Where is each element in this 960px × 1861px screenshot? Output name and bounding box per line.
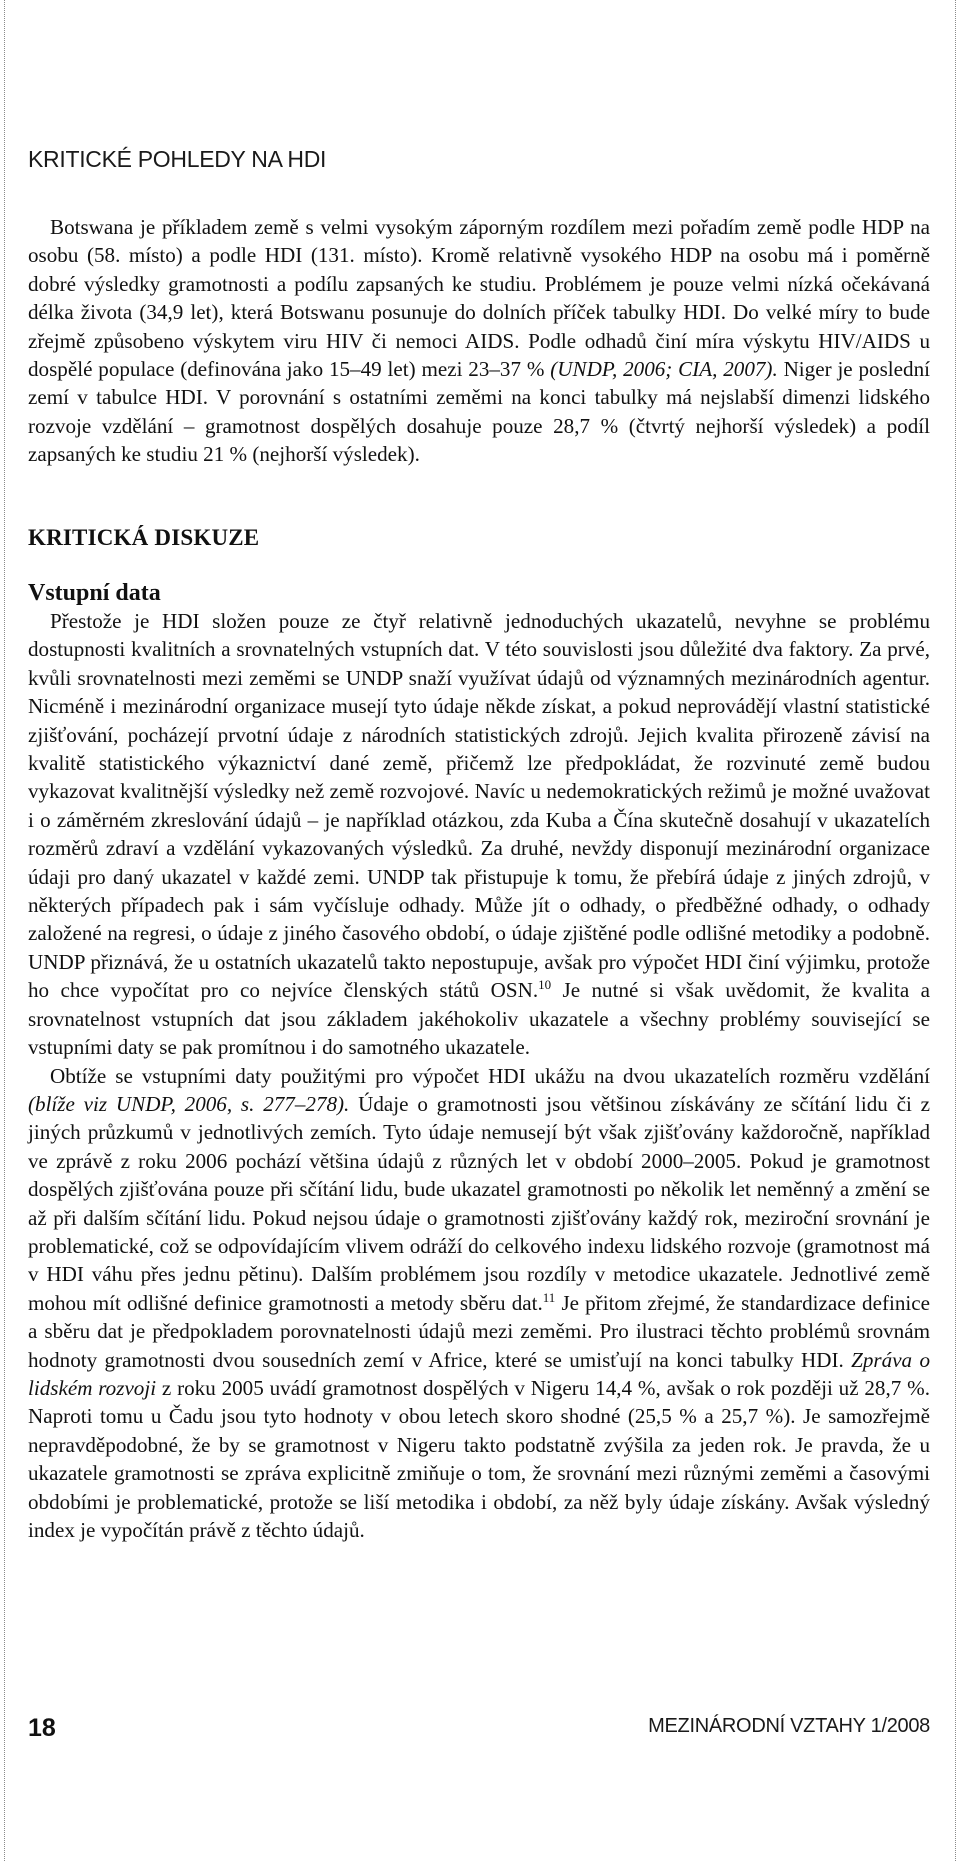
- intro-citation: (UNDP, 2006; CIA, 2007).: [550, 357, 778, 382]
- paragraph-1-text-end: Je nutné si však uvědomit, že kvalita a srovnatelnost vstupních dat jsou základem jakéhokoliv ukazatele a všechny problémy související se vstupními daty se pak promítnou i do samotného ukazatele.: [28, 978, 930, 1060]
- journal-name: MEZINÁRODNÍ VZTAHY 1/2008: [648, 1715, 930, 1737]
- paragraph-1-text: Přestože je HDI složen pouze ze čtyř relativně jednoduchých ukazatelů, nevyhne se problému dostupnosti kvalitních a srovnatelných vstupních dat. V této souvislosti jsou důležité dva faktory. Za prvé, kvůli srovnatelnosti mezi zeměmi se UNDP snaží využívat údajů od významných mezinárodních agentur. Nicméně i mezinárodní organizace musejí tyto údaje někde získat, a pokud neprovádějí vlastní statistické zjišťování, pocházejí prvotní údaje z národních statistických zdrojů. Jejich kvalita přirozeně závisí na kvalitě statistického výkaznictví dané země, přičemž lze předpokládat, že rozvinuté země budou vykazovat kvalitnější výsledky než země rozvojové. Navíc u nedemokratických režimů je možné uvažovat i o záměrném zkreslování údajů – je například otázkou, zda Kuba a Čína skutečně dosahují v ukazatelích rozměrů zdraví a vzdělání vykazovaných výsledků. Za druhé, nevždy disponují mezinárodní organizace údaji pro daný ukazatel v každé zemi. UNDP tak přistupuje k tomu, že přebírá údaje z jiných zdrojů, v některých případech pak i sám vyčísluje odhady. Může jít o odhady, o předběžné odhady, o odhady založené na regresi, o údaje z jiného časového období, o údaje zjištěné podle odlišné metodiky a podobně. UNDP přiznává, že u ostatních ukazatelů takto nepostupuje, avšak pro výpočet HDI činí výjimku, protože ho chce vypočítat pro co nejvíce členských států OSN.: [28, 609, 930, 1003]
- intro-block: [28, 213, 930, 469]
- footnote-ref-10: 10: [538, 977, 552, 993]
- paragraph-2-text-c: Je přitom zřejmé, že standardizace definice a sběru dat je předpokladem porovnatelnosti údajů mezi zeměmi. Pro ilustraci těchto problémů srovnám hodnoty gramotnosti dvou sousedních zemí v Africe, které se umisťují na konci tabulky HDI.: [28, 1290, 930, 1372]
- page-frame-right: [955, 0, 956, 1861]
- page-number: 18: [28, 1714, 56, 1742]
- paragraph-2-text-d: z roku 2005 uvádí gramotnost dospělých v Nigeru 14,4 %, avšak o rok později už 28,7 %. Naproti tomu u Čadu jsou tyto hodnoty v obou letech skoro shodné (25,5 % a 25,7 %). Je samozřejmě nepravděpodobné, že by se gramotnost v Nigeru takto podstatně zvýšila za jeden rok. Je pravda, že u ukazatele gramotnosti se zpráva explicitně zmiňuje o tom, že srovnání mezi různými zeměmi a časovými obdobími je problematické, protože se liší metodika i období, za něž byly údaje získány. Avšak výsledný index je vypočítán právě z těchto údajů.: [28, 1375, 930, 1542]
- section-heading: Vstupní data: [28, 580, 161, 606]
- paragraph-2-text-a: Obtíže se vstupními daty použitými pro výpočet HDI ukážu na dvou ukazatelích rozměru vzdělání: [50, 1063, 930, 1088]
- intro-text-end: Niger je poslední zemí v tabulce HDI. V porovnání s ostatními zeměmi na konci tabulky má nejslabší dimenzi lidského rozvoje vzdělání – gramotnost dospělých dosahuje pouze 28,7 % (čtvrtý nejhorší výsledek) a podíl zapsaných ke studiu 21 % (nejhorší výsledek).: [28, 357, 930, 467]
- page-frame-left: [4, 0, 5, 1861]
- paragraph-2-citation: (blíže viz UNDP, 2006, s. 277–278).: [28, 1091, 350, 1116]
- discussion-heading: KRITICKÁ DISKUZE: [28, 525, 260, 550]
- intro-paragraph: [28, 213, 930, 469]
- intro-text: Botswana je příkladem země s velmi vysokým záporným rozdílem mezi pořadím země podle HDP na osobu (58. místo) a podle HDI (131. místo). Kromě relativně vysokého HDP na osobu má i poměrně dobré výsledky gramotnosti a podílu zapsaných ke studiu. Problémem je pouze velmi nízká očekávaná délka života (34,9 let), která Botswanu posunuje do dolních příček tabulky HDI. Do velké míry to bude zřejmě způsobeno výskytem viru HIV či nemoci AIDS. Podle odhadů činí míra výskytu HIV/AIDS u dospělé populace (definována jako 15–49 let) mezi 23–37 %: [28, 215, 930, 382]
- report-title: Zpráva o lidském rozvoji: [28, 1347, 931, 1400]
- running-header: KRITICKÉ POHLEDY NA HDI: [28, 146, 327, 172]
- section-body: [28, 607, 930, 1544]
- section-paragraph-2: [28, 1062, 930, 1545]
- footnote-ref-11: 11: [542, 1289, 556, 1305]
- paragraph-2-text-b: Údaje o gramotnosti jsou většinou získávány ze sčítání lidu či z jiných průzkumů v jednotlivých zemích. Tyto údaje nemusejí být však zjišťovány každoročně, například ve zprávě z roku 2006 pochází většina údajů z různých let v období 2000–2005. Pokud je gramotnost dospělých zjišťována pouze při sčítání lidu, bude ukazatel gramotnosti po několik let neměnný a změní se až při dalším sčítání lidu. Pokud nejsou údaje o gramotnosti zjišťovány každý rok, meziroční srovnání je problematické, což se odpovídajícím vlivem odráží do celkového indexu lidského rozvoje (gramotnost má v HDI váhu přes jednu pětinu). Dalším problémem jsou rozdíly v metodice ukazatele. Jednotlivé země mohou mít odlišné definice gramotnosti a metody sběru dat.: [28, 1091, 931, 1315]
- section-paragraph-1: [28, 607, 930, 1062]
